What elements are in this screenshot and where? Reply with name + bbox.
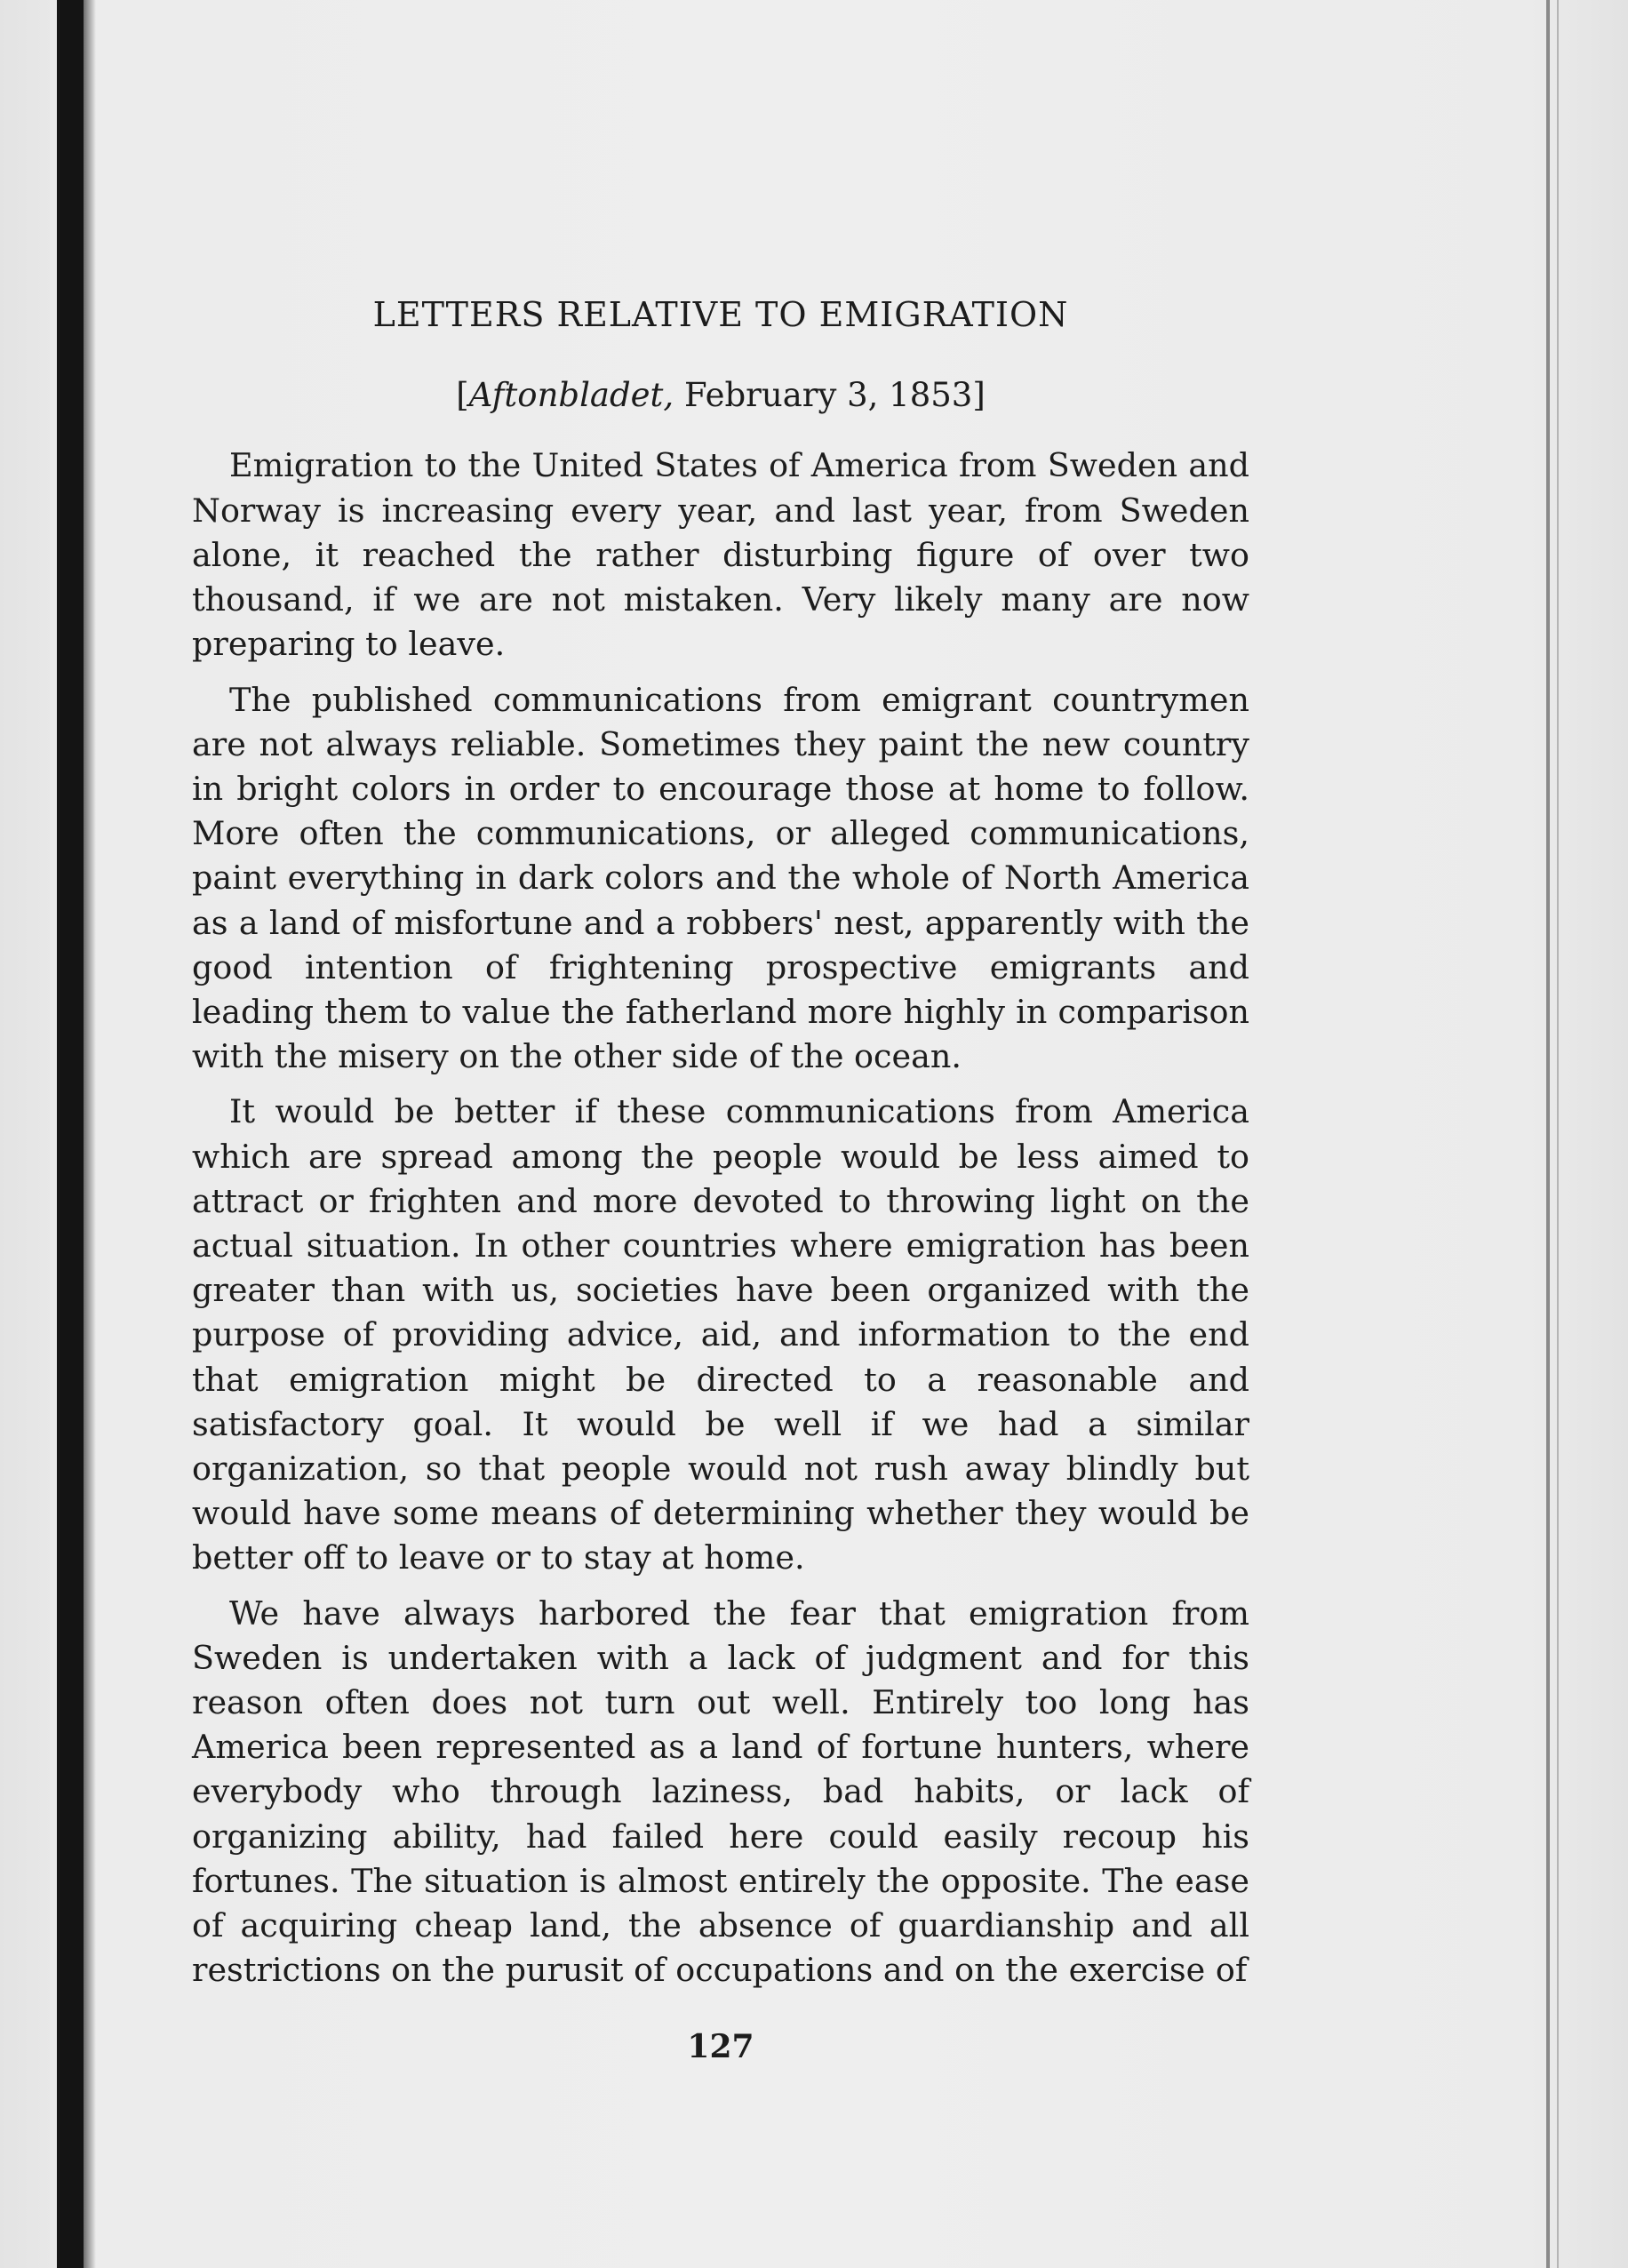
book-binding-edge (57, 0, 84, 2268)
dateline-open-bracket: [ (456, 376, 469, 415)
binding-shadow (84, 0, 96, 2268)
paragraph-2: The published communications from emigrant countrymen are not always reliable. Sometimes they paint the new country in bright colors in order to encourage those at home to follow. More often the communications, or alleged communications, paint everything in dark colors and the whole of North America as a land of misfortune and a robbers' nest, apparently with the good intention of frightening prospective emigrants and leading them to value the fatherland more highly in comparison with the misery on the other side of the ocean. (192, 680, 1249, 1076)
dateline-journal: Aftonbladet, (468, 376, 674, 415)
page-right-edge (1546, 0, 1550, 2268)
paragraph-1: Emigration to the United States of America from Sweden and Norway is increasing every year, and last year, from Sweden alone, it reached the rather disturbing figure of over two thousand, if we are not mistaken. Very likely many are now preparing to leave. (192, 446, 1249, 664)
text-block (192, 276, 1249, 2003)
dateline-date: February 3, 1853] (674, 376, 986, 415)
chapter-title: LETTERS RELATIVE TO EMIGRATION (372, 295, 1069, 334)
paragraph-4: We have always harbored the fear that emigration from Sweden is undertaken with a lack of judgment and for this reason often does not turn out well. Entirely too long has America been represented as a land of fortune hunters, where everybody who through laziness, bad habits, or lack of organizing ability, had failed here could easily recoup his fortunes. The situation is almost entirely the opposite. The ease of acquiring cheap land, the absence of guardianship and all restrictions on the purusit of occupations and on the exercise of (192, 1593, 1249, 1990)
dateline (192, 374, 1249, 417)
paragraph-3: It would be better if these communications from America which are spread among the people would be less aimed to attract or frighten and more devoted to throwing light on the actual situation. In other countries where emigration has been greater than with us, societies have been organized with the purpose of providing advice, aid, and information to the end that emigration might be directed to a reasonable and satisfactory goal. It would be well if we had a similar organization, so that people would not rush away blindly but would have some means of determining whether they would be better off to leave or to stay at home. (192, 1092, 1249, 1577)
page-right-edge-inner (1557, 0, 1559, 2268)
page-number: 127 (687, 2028, 754, 2065)
